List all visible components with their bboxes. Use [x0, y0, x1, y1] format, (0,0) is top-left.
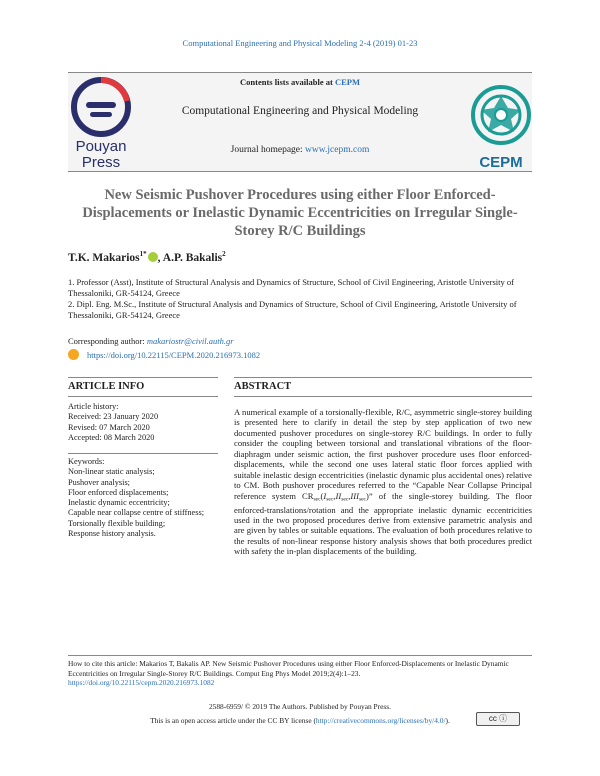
- cr-symbol: CR: [302, 490, 314, 501]
- article-title: New Seismic Pushover Procedures using either Floor Enforced-Displacements or Inelastic Dynamic Eccentricities on Irregular Single-Storey R/C Buildings: [82, 187, 518, 239]
- publisher-logo-line2: Press: [81, 154, 121, 170]
- abstract-rule: [234, 396, 532, 397]
- revised-date: Revised: 07 March 2020: [68, 422, 150, 432]
- keyword-item: Inelastic dynamic eccentricity;: [68, 498, 170, 508]
- affiliation-2: 2. Dipl. Eng. M.Sc., Institute of Structural Analysis and Dynamics of Structure, School of Civil Engineering, Aristotle University of Thessaloniki, GR-54124, Greece: [68, 299, 517, 320]
- journal-header-box: [68, 72, 532, 172]
- affiliation-1: 1. Professor (Asst), Institute of Structural Analysis and Dynamics of Structure, School of Civil Engineering, Aristotle University of Thessaloniki, GR-54124, Greece: [68, 277, 514, 298]
- article-info-rule: [68, 396, 218, 397]
- accepted-date: Accepted: 08 March 2020: [68, 432, 155, 442]
- how-to-cite: How to cite this article: Makarios T, Bakalis AP. New Seismic Pushover Procedures using either Floor Enforced-Displacements or Inelastic Dynamic Eccentricities on Irregular Single-Storey R/C Buildings. Comput Eng Phys Model 2019;2(4):1–23. https://doi.org/10.22115/cepm.2020.216973.1082: [68, 659, 509, 687]
- publisher-logo-line1: Pouyan: [75, 138, 127, 155]
- keyword-item: Capable near collapse centre of stiffness;: [68, 508, 204, 518]
- publisher-logo: [66, 74, 136, 170]
- abstract-rule-top: [234, 377, 532, 378]
- corresponding-author: Corresponding author: makariostr@civil.auth.gr: [68, 336, 234, 346]
- doi-link[interactable]: https://doi.org/10.22115/CEPM.2020.216973.1082: [87, 350, 261, 360]
- author-email-link[interactable]: makariostr@civil.auth.gr: [146, 336, 234, 346]
- cc-by-badge[interactable]: [476, 712, 520, 726]
- received-date: Received: 23 January 2020: [68, 412, 159, 422]
- article-info-rule-top: [68, 377, 218, 378]
- doi-icon: [68, 349, 79, 360]
- journal-homepage: Journal homepage: www.jcepm.com: [230, 145, 370, 155]
- keyword-item: Non-linear static analysis;: [68, 467, 155, 477]
- journal-logo-text: CEPM: [479, 154, 523, 171]
- license-line: This is an open access article under the CC BY license (http://creativecommons.org/licenses/by/4.0/).: [150, 716, 450, 725]
- cepm-logo-icon: [466, 80, 536, 174]
- keywords-block: Keywords: Non-linear static analysis; Pushover analysis; Floor enforced displacements; Inelastic dynamic eccentricity; Capable near collapse centre of stiffness; Torsionally flexible building; Response history analysis.: [68, 457, 218, 539]
- cite-doi-link[interactable]: https://doi.org/10.22115/cepm.2020.216973.1082: [68, 678, 215, 687]
- pouyan-logo-icon: [66, 74, 136, 170]
- author-line: T.K. Makarios$^{1*}$ , A.P. Bakalis$^2$: [68, 250, 226, 264]
- license-link[interactable]: http://creativecommons.org/licenses/by/4.0/: [315, 716, 446, 725]
- author-1-name: T.K. Makarios: [68, 251, 140, 264]
- author-2-sup: 2: [222, 250, 226, 258]
- author-2-name: A.P. Bakalis: [162, 251, 223, 264]
- abstract-text: A numerical example of a torsionally-flexible, R/C, asymmetric single-storey building is presented here to clarify in detail the step by step application of two new documented pushover procedures on single-storey R/C buildings. In order to fully consider the coupling between torsional and translational vibrations of the floor-diaphragm under seismic action, the first pushover procedure uses floor enforced-displacements, while the second one uses lateral static floor forces applied with suitable inelastic design eccentricities (inelastic dynamic plus accidental ones) relative to CM. Both pushover procedures referred to the “Capable Near Collapse Principal reference system $CR_{sec}(I_{sec},II_{sec},III_{sec})$” of the single-storey building. The floor enforced-translations/rotation and the appropriate inelastic dynamic eccentricities used in the two proposed procedures derive from extensive parametric analysis and are given by tables or suitable equations. The evaluation of both procedures relative to the results of non-linear response history analysis shows that both procedures predict with safety the in-plan displacements of the building.: [234, 407, 532, 557]
- journal-name: Computational Engineering and Physical Modeling: [181, 105, 419, 117]
- article-info-heading: ARTICLE INFO: [68, 381, 145, 392]
- orcid-icon[interactable]: [148, 252, 158, 262]
- author-1-sup: 1*: [139, 250, 147, 258]
- doi-line: [68, 349, 260, 360]
- keyword-item: Torsionally flexible building;: [68, 518, 166, 528]
- homepage-link[interactable]: www.jcepm.com: [305, 145, 370, 155]
- cc-badge-text: cc ⓘ: [488, 714, 508, 723]
- keyword-item: Floor enforced displacements;: [68, 487, 169, 497]
- cepm-link[interactable]: CEPM: [334, 77, 360, 87]
- keyword-item: Response history analysis.: [68, 529, 156, 539]
- article-history: Article history: Received: 23 January 2020 Revised: 07 March 2020 Accepted: 08 March 2020: [68, 402, 218, 443]
- abstract-heading: ABSTRACT: [234, 381, 292, 392]
- running-header: Computational Engineering and Physical Modeling 2-4 (2019) 01-23: [182, 38, 418, 48]
- copyright-line: 2588-6959/ © 2019 The Authors. Published by Pouyan Press.: [208, 702, 392, 711]
- keyword-item: Pushover analysis;: [68, 477, 130, 487]
- journal-logo: [466, 80, 536, 174]
- contents-line: Contents lists available at CEPM: [240, 77, 360, 87]
- cite-rule: [68, 655, 532, 656]
- history-rule: [68, 453, 218, 454]
